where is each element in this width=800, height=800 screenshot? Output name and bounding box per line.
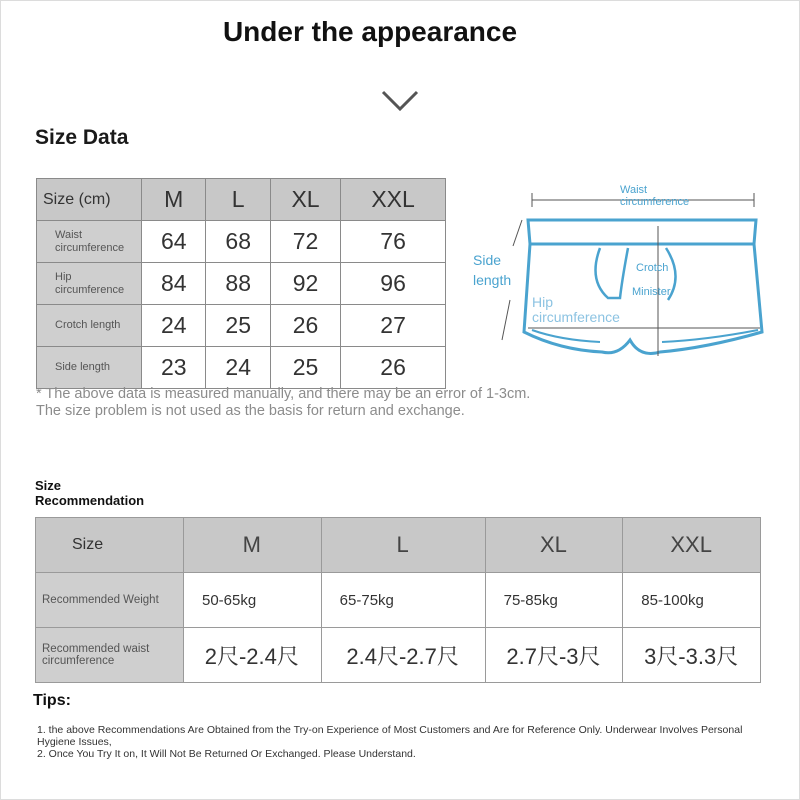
row-label: Recommended waist circumference (36, 628, 184, 683)
table-cell: 24 (206, 347, 270, 389)
tips-title: Tips: (33, 692, 71, 709)
chevron-down-icon (380, 86, 420, 114)
table-row (36, 573, 761, 628)
recommendation-title-line-2: Recommendation (35, 493, 145, 508)
table-cell: 2尺-2.4尺 (184, 628, 322, 683)
table-cell: 76 (341, 221, 446, 263)
row-label: Waist circumference (37, 221, 142, 263)
table-cell: 75-85kg (485, 573, 623, 628)
header-cell: M (142, 179, 206, 221)
underwear-diagram (470, 180, 770, 380)
recommendation-title-line-1: Size (35, 478, 62, 493)
header-cell: Size (cm) (37, 179, 142, 221)
table-cell: 2.7尺-3尺 (485, 628, 623, 683)
row-label: Hip circumference (37, 263, 142, 305)
header-cell: XL (485, 518, 623, 573)
row-label: Side length (37, 347, 142, 389)
waist-label-1: Waist (620, 184, 648, 196)
table-row (37, 347, 446, 389)
table-cell: 26 (270, 305, 340, 347)
table-cell: 85-100kg (623, 573, 761, 628)
hip-label-1: Hip (532, 294, 554, 310)
table-header-row (36, 518, 761, 573)
recommendation-table (35, 517, 761, 683)
table-cell: 25 (270, 347, 340, 389)
table-row (36, 628, 761, 683)
side-label-2: length (473, 272, 512, 288)
table-row (37, 263, 446, 305)
table-header-row (37, 179, 446, 221)
table-cell: 96 (341, 263, 446, 305)
row-label: Recommended Weight (36, 573, 184, 628)
row-label: Crotch length (37, 305, 142, 347)
tip-item: 2. Once You Try It on, It Will Not Be Returned Or Exchanged. Please Understand. (37, 748, 416, 760)
size-data-table (36, 178, 446, 389)
table-cell: 84 (142, 263, 206, 305)
measurement-note: * The above data is measured manually, and there may be an error of 1-3cm. The size problem is not used as the basis for return and exchange. (36, 386, 531, 419)
table-row (37, 221, 446, 263)
tips-list (37, 724, 767, 760)
minister-label: Minister (632, 286, 671, 298)
table-cell: 72 (270, 221, 340, 263)
crotch-label: Crotch (636, 262, 669, 274)
table-cell: 23 (142, 347, 206, 389)
table-cell: 24 (142, 305, 206, 347)
table-cell: 88 (206, 263, 270, 305)
header-cell: XXL (623, 518, 761, 573)
table-cell: 92 (270, 263, 340, 305)
recommendation-title (35, 478, 144, 508)
table-cell: 2.4尺-2.7尺 (321, 628, 485, 683)
header-cell: L (321, 518, 485, 573)
side-label-1: Side (473, 252, 502, 268)
table-cell: 25 (206, 305, 270, 347)
header-cell: XXL (341, 179, 446, 221)
hip-label-2: circumference (532, 309, 620, 325)
page-title: Under the appearance (222, 16, 518, 47)
size-data-title: Size Data (35, 126, 129, 149)
header-cell: L (206, 179, 270, 221)
table-cell: 26 (341, 347, 446, 389)
table-cell: 64 (142, 221, 206, 263)
table-cell: 27 (341, 305, 446, 347)
header-cell: M (184, 518, 322, 573)
table-cell: 65-75kg (321, 573, 485, 628)
header-cell: XL (270, 179, 340, 221)
table-cell: 3尺-3.3尺 (623, 628, 761, 683)
table-cell: 50-65kg (184, 573, 322, 628)
waist-label-2: circumference (620, 196, 690, 208)
header-cell: Size (36, 518, 184, 573)
table-row (37, 305, 446, 347)
table-cell: 68 (206, 221, 270, 263)
tip-item: 1. the above Recommendations Are Obtained from the Try-on Experience of Most Customers and Are for Reference Only. Underwear Involves Personal Hygiene Issues, (37, 724, 743, 748)
